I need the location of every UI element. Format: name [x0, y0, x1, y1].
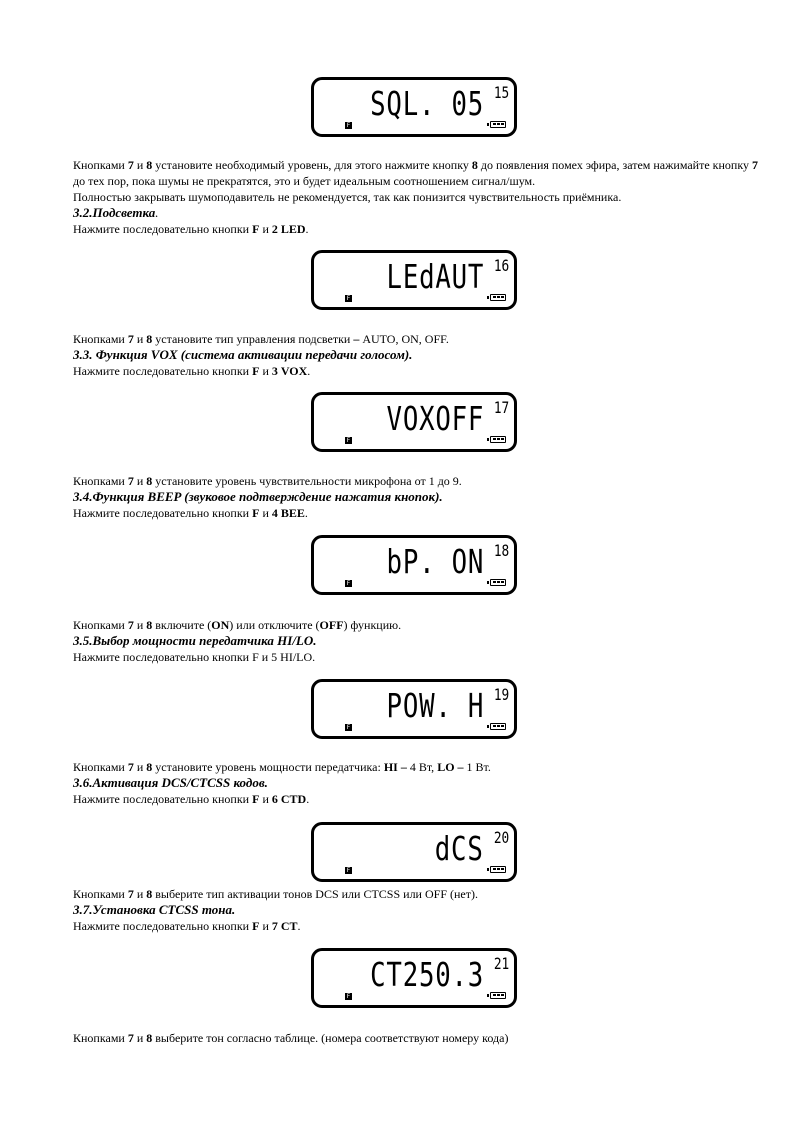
function-indicator-icon: F: [346, 993, 351, 1000]
paragraph-ctcss-options: Кнопками 7 и 8 выберите тон согласно таблице. (номера соответствуют номеру кода): [73, 1031, 509, 1045]
function-indicator-icon: F: [346, 437, 351, 444]
paragraph-backlight-options: Кнопками 7 и 8 установите тип управления подсветки – AUTO, ON, OFF.: [73, 332, 449, 346]
paragraph-power-keys: Нажмите последовательно кнопки F и 5 HI/LO.: [73, 650, 316, 664]
lcd-display-squelch: [311, 77, 517, 137]
lcd-menu-number: 18: [493, 541, 509, 560]
battery-icon: [490, 294, 506, 301]
paragraph-ctcss-keys: Нажмите последовательно кнопки F и 7 CT.: [73, 919, 301, 933]
battery-icon: [490, 866, 506, 873]
lcd-display-dcs: [311, 822, 517, 882]
lcd-main-text: LEdAUT: [386, 257, 484, 296]
lcd-display-backlight: [311, 250, 517, 310]
paragraph-backlight-keys: Нажмите последовательно кнопки F и 2 LED.: [73, 222, 309, 236]
lcd-menu-number: 17: [493, 398, 509, 417]
paragraph-dcs-keys: Нажмите последовательно кнопки F и 6 CTD.: [73, 792, 310, 806]
paragraph-squelch-note: Полностью закрывать шумоподавитель не рекомендуется, так как понизится чувствительность приёмника.: [73, 190, 622, 204]
battery-icon: [490, 436, 506, 443]
battery-icon: [490, 579, 506, 586]
paragraph-vox-keys: Нажмите последовательно кнопки F и 3 VOX.: [73, 364, 311, 378]
paragraph-power-options: Кнопками 7 и 8 установите уровень мощности передатчика: HI – 4 Вт, LO – 1 Вт.: [73, 760, 491, 774]
lcd-display-power: [311, 679, 517, 739]
lcd-main-text: VOXOFF: [386, 399, 484, 438]
heading-3-4: 3.4.Функция BEEP (звуковое подтверждение нажатия кнопок).: [73, 489, 443, 504]
lcd-main-text: bP. ON: [386, 542, 484, 581]
paragraph-squelch-instructions: Кнопками 7 и 8 установите необходимый уровень, для этого нажмите кнопку 8 до появления помех эфира, затем нажимайте кнопку 7 до тех пор, пока шумы не прекратятся, это и будет идеальным соотношением сигнал/шум.: [73, 158, 759, 188]
lcd-main-text: SQL. 05: [370, 84, 484, 123]
lcd-display-beep: [311, 535, 517, 595]
function-indicator-icon: F: [346, 122, 351, 129]
lcd-main-text: CT250.3: [370, 955, 484, 994]
lcd-menu-number: 15: [493, 83, 509, 102]
lcd-menu-number: 21: [493, 954, 509, 973]
function-indicator-icon: F: [346, 295, 351, 302]
heading-3-7: 3.7.Установка CTCSS тона.: [73, 902, 236, 917]
battery-icon: [490, 992, 506, 999]
heading-3-5: 3.5.Выбор мощности передатчика HI/LO.: [73, 633, 317, 648]
paragraph-dcs-options: Кнопками 7 и 8 выберите тип активации тонов DCS или CTCSS или OFF (нет).: [73, 887, 478, 901]
lcd-menu-number: 19: [493, 685, 509, 704]
lcd-menu-number: 20: [493, 828, 509, 847]
function-indicator-icon: F: [346, 724, 351, 731]
paragraph-beep-options: Кнопками 7 и 8 включите (ON) или отключите (OFF) функцию.: [73, 618, 402, 632]
paragraph-vox-options: Кнопками 7 и 8 установите уровень чувствительности микрофона от 1 до 9.: [73, 474, 462, 488]
heading-3-6: 3.6.Активация DCS/CTCSS кодов.: [73, 775, 268, 790]
paragraph-beep-keys: Нажмите последовательно кнопки F и 4 BEE.: [73, 506, 308, 520]
function-indicator-icon: F: [346, 580, 351, 587]
heading-3-2: 3.2.Подсветка.: [73, 205, 159, 220]
lcd-main-text: dCS: [435, 829, 484, 868]
lcd-display-vox: [311, 392, 517, 452]
function-indicator-icon: F: [346, 867, 351, 874]
battery-icon: [490, 723, 506, 730]
battery-icon: [490, 121, 506, 128]
lcd-display-ctcss: [311, 948, 517, 1008]
heading-3-3: 3.3. Функция VOX (система активации передачи голосом).: [73, 347, 413, 362]
lcd-menu-number: 16: [493, 256, 509, 275]
lcd-main-text: POW. H: [386, 686, 484, 725]
